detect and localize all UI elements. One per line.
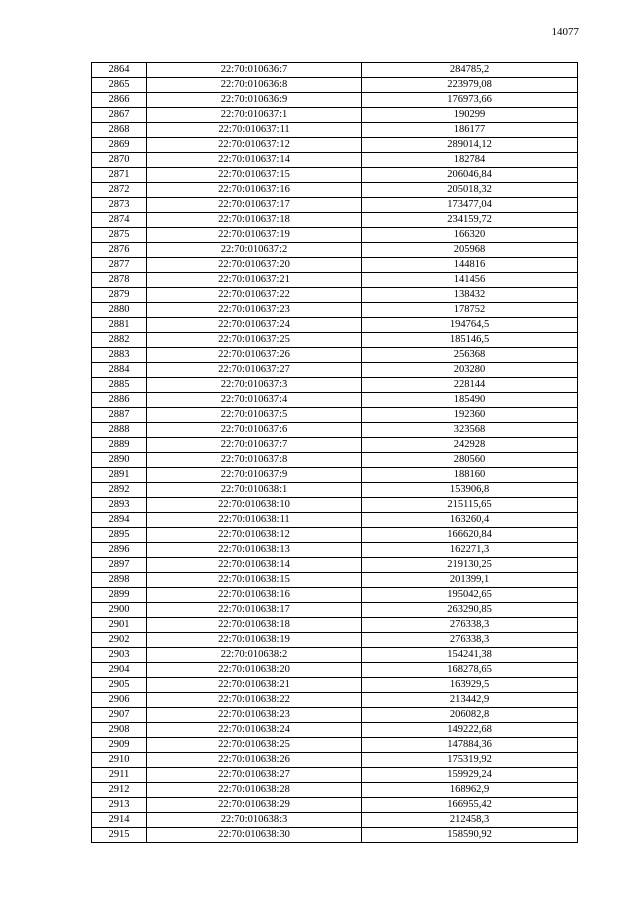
row-number-cell: 2891 bbox=[92, 468, 147, 483]
cadastral-number-cell: 22:70:010637:22 bbox=[147, 288, 362, 303]
row-number-cell: 2904 bbox=[92, 663, 147, 678]
table-row bbox=[92, 393, 578, 408]
table-row bbox=[92, 543, 578, 558]
cadastral-value-cell: 159929,24 bbox=[362, 768, 578, 783]
table-row bbox=[92, 768, 578, 783]
cadastral-number-cell: 22:70:010638:18 bbox=[147, 618, 362, 633]
row-number-cell: 2866 bbox=[92, 93, 147, 108]
row-number-cell: 2905 bbox=[92, 678, 147, 693]
cadastral-value-cell: 234159,72 bbox=[362, 213, 578, 228]
table-row bbox=[92, 423, 578, 438]
cadastral-number-cell: 22:70:010637:14 bbox=[147, 153, 362, 168]
cadastral-number-cell: 22:70:010637:19 bbox=[147, 228, 362, 243]
cadastral-value-cell: 206082,8 bbox=[362, 708, 578, 723]
table-row bbox=[92, 273, 578, 288]
table-row bbox=[92, 603, 578, 618]
row-number-cell: 2882 bbox=[92, 333, 147, 348]
row-number-cell: 2892 bbox=[92, 483, 147, 498]
table-row bbox=[92, 78, 578, 93]
table-row bbox=[92, 348, 578, 363]
row-number-cell: 2867 bbox=[92, 108, 147, 123]
cadastral-number-cell: 22:70:010638:30 bbox=[147, 828, 362, 843]
cadastral-number-cell: 22:70:010637:2 bbox=[147, 243, 362, 258]
cadastral-value-cell: 256368 bbox=[362, 348, 578, 363]
cadastral-value-cell: 168278,65 bbox=[362, 663, 578, 678]
cadastral-value-cell: 162271,3 bbox=[362, 543, 578, 558]
cadastral-number-cell: 22:70:010637:8 bbox=[147, 453, 362, 468]
table-row bbox=[92, 813, 578, 828]
cadastral-value-cell: 263290,85 bbox=[362, 603, 578, 618]
cadastral-number-cell: 22:70:010637:23 bbox=[147, 303, 362, 318]
cadastral-number-cell: 22:70:010638:29 bbox=[147, 798, 362, 813]
row-number-cell: 2864 bbox=[92, 63, 147, 78]
cadastral-value-cell: 223979,08 bbox=[362, 78, 578, 93]
table-row bbox=[92, 228, 578, 243]
cadastral-number-cell: 22:70:010638:2 bbox=[147, 648, 362, 663]
row-number-cell: 2868 bbox=[92, 123, 147, 138]
row-number-cell: 2865 bbox=[92, 78, 147, 93]
table-row bbox=[92, 573, 578, 588]
cadastral-value-cell: 194764,5 bbox=[362, 318, 578, 333]
table-row bbox=[92, 93, 578, 108]
row-number-cell: 2908 bbox=[92, 723, 147, 738]
cadastral-value-cell: 205018,32 bbox=[362, 183, 578, 198]
cadastral-value-cell: 219130,25 bbox=[362, 558, 578, 573]
cadastral-number-cell: 22:70:010637:24 bbox=[147, 318, 362, 333]
cadastral-number-cell: 22:70:010638:20 bbox=[147, 663, 362, 678]
cadastral-value-cell: 141456 bbox=[362, 273, 578, 288]
table-row bbox=[92, 648, 578, 663]
cadastral-number-cell: 22:70:010638:17 bbox=[147, 603, 362, 618]
cadastral-number-cell: 22:70:010638:21 bbox=[147, 678, 362, 693]
row-number-cell: 2903 bbox=[92, 648, 147, 663]
cadastral-value-cell: 163260,4 bbox=[362, 513, 578, 528]
row-number-cell: 2888 bbox=[92, 423, 147, 438]
cadastral-number-cell: 22:70:010637:7 bbox=[147, 438, 362, 453]
table-row bbox=[92, 318, 578, 333]
cadastral-number-cell: 22:70:010638:1 bbox=[147, 483, 362, 498]
row-number-cell: 2909 bbox=[92, 738, 147, 753]
cadastral-number-cell: 22:70:010638:11 bbox=[147, 513, 362, 528]
cadastral-number-cell: 22:70:010638:12 bbox=[147, 528, 362, 543]
row-number-cell: 2870 bbox=[92, 153, 147, 168]
cadastral-number-cell: 22:70:010637:15 bbox=[147, 168, 362, 183]
table-row bbox=[92, 303, 578, 318]
cadastral-value-cell: 163929,5 bbox=[362, 678, 578, 693]
cadastral-value-cell: 175319,92 bbox=[362, 753, 578, 768]
cadastral-number-cell: 22:70:010638:13 bbox=[147, 543, 362, 558]
cadastral-number-cell: 22:70:010637:21 bbox=[147, 273, 362, 288]
cadastral-number-cell: 22:70:010637:11 bbox=[147, 123, 362, 138]
table-row bbox=[92, 783, 578, 798]
table-row bbox=[92, 288, 578, 303]
table-row bbox=[92, 63, 578, 78]
cadastral-number-cell: 22:70:010638:14 bbox=[147, 558, 362, 573]
cadastral-value-cell: 188160 bbox=[362, 468, 578, 483]
table-row bbox=[92, 618, 578, 633]
row-number-cell: 2901 bbox=[92, 618, 147, 633]
cadastral-value-cell: 166955,42 bbox=[362, 798, 578, 813]
row-number-cell: 2915 bbox=[92, 828, 147, 843]
cadastral-value-cell: 242928 bbox=[362, 438, 578, 453]
cadastral-number-cell: 22:70:010638:3 bbox=[147, 813, 362, 828]
cadastral-number-cell: 22:70:010638:16 bbox=[147, 588, 362, 603]
cadastral-value-cell: 276338,3 bbox=[362, 633, 578, 648]
cadastral-number-cell: 22:70:010637:12 bbox=[147, 138, 362, 153]
row-number-cell: 2874 bbox=[92, 213, 147, 228]
cadastral-value-cell: 147884,36 bbox=[362, 738, 578, 753]
cadastral-number-cell: 22:70:010637:25 bbox=[147, 333, 362, 348]
row-number-cell: 2913 bbox=[92, 798, 147, 813]
cadastral-value-cell: 276338,3 bbox=[362, 618, 578, 633]
cadastral-value-cell: 215115,65 bbox=[362, 498, 578, 513]
cadastral-number-cell: 22:70:010636:9 bbox=[147, 93, 362, 108]
row-number-cell: 2879 bbox=[92, 288, 147, 303]
table-row bbox=[92, 213, 578, 228]
cadastral-value-cell: 178752 bbox=[362, 303, 578, 318]
cadastral-value-cell: 144816 bbox=[362, 258, 578, 273]
cadastral-value-cell: 185490 bbox=[362, 393, 578, 408]
row-number-cell: 2872 bbox=[92, 183, 147, 198]
row-number-cell: 2907 bbox=[92, 708, 147, 723]
row-number-cell: 2889 bbox=[92, 438, 147, 453]
cadastral-number-cell: 22:70:010638:23 bbox=[147, 708, 362, 723]
cadastral-number-cell: 22:70:010637:17 bbox=[147, 198, 362, 213]
cadastral-value-cell: 168962,9 bbox=[362, 783, 578, 798]
cadastral-number-cell: 22:70:010637:9 bbox=[147, 468, 362, 483]
cadastral-number-cell: 22:70:010638:27 bbox=[147, 768, 362, 783]
cadastral-value-cell: 166320 bbox=[362, 228, 578, 243]
row-number-cell: 2873 bbox=[92, 198, 147, 213]
table-row bbox=[92, 153, 578, 168]
cadastral-number-cell: 22:70:010636:7 bbox=[147, 63, 362, 78]
cadastral-value-cell: 212458,3 bbox=[362, 813, 578, 828]
table-row bbox=[92, 363, 578, 378]
cadastral-number-cell: 22:70:010637:20 bbox=[147, 258, 362, 273]
cadastral-number-cell: 22:70:010637:26 bbox=[147, 348, 362, 363]
table-row bbox=[92, 258, 578, 273]
table-row bbox=[92, 333, 578, 348]
cadastral-value-cell: 192360 bbox=[362, 408, 578, 423]
row-number-cell: 2878 bbox=[92, 273, 147, 288]
cadastral-number-cell: 22:70:010638:19 bbox=[147, 633, 362, 648]
row-number-cell: 2881 bbox=[92, 318, 147, 333]
row-number-cell: 2877 bbox=[92, 258, 147, 273]
table-row bbox=[92, 168, 578, 183]
row-number-cell: 2897 bbox=[92, 558, 147, 573]
cadastral-number-cell: 22:70:010637:18 bbox=[147, 213, 362, 228]
row-number-cell: 2895 bbox=[92, 528, 147, 543]
cadastral-value-cell: 158590,92 bbox=[362, 828, 578, 843]
table-body bbox=[92, 63, 578, 843]
table-row bbox=[92, 798, 578, 813]
table-row bbox=[92, 183, 578, 198]
cadastral-value-cell: 195042,65 bbox=[362, 588, 578, 603]
page-number: 14077 bbox=[551, 26, 579, 38]
row-number-cell: 2911 bbox=[92, 768, 147, 783]
table-row bbox=[92, 108, 578, 123]
row-number-cell: 2914 bbox=[92, 813, 147, 828]
table-row bbox=[92, 693, 578, 708]
cadastral-value-cell: 173477,04 bbox=[362, 198, 578, 213]
row-number-cell: 2875 bbox=[92, 228, 147, 243]
cadastral-value-table bbox=[91, 62, 578, 843]
cadastral-value-cell: 176973,66 bbox=[362, 93, 578, 108]
table-row bbox=[92, 498, 578, 513]
row-number-cell: 2883 bbox=[92, 348, 147, 363]
table-row bbox=[92, 513, 578, 528]
cadastral-number-cell: 22:70:010637:4 bbox=[147, 393, 362, 408]
table-row bbox=[92, 378, 578, 393]
table-row bbox=[92, 408, 578, 423]
row-number-cell: 2876 bbox=[92, 243, 147, 258]
cadastral-number-cell: 22:70:010638:22 bbox=[147, 693, 362, 708]
table-row bbox=[92, 123, 578, 138]
row-number-cell: 2910 bbox=[92, 753, 147, 768]
cadastral-number-cell: 22:70:010637:3 bbox=[147, 378, 362, 393]
cadastral-value-cell: 280560 bbox=[362, 453, 578, 468]
cadastral-number-cell: 22:70:010638:26 bbox=[147, 753, 362, 768]
cadastral-value-cell: 323568 bbox=[362, 423, 578, 438]
cadastral-value-cell: 182784 bbox=[362, 153, 578, 168]
row-number-cell: 2869 bbox=[92, 138, 147, 153]
table-row bbox=[92, 198, 578, 213]
cadastral-value-cell: 153906,8 bbox=[362, 483, 578, 498]
row-number-cell: 2880 bbox=[92, 303, 147, 318]
cadastral-value-cell: 149222,68 bbox=[362, 723, 578, 738]
row-number-cell: 2900 bbox=[92, 603, 147, 618]
row-number-cell: 2871 bbox=[92, 168, 147, 183]
table-row bbox=[92, 588, 578, 603]
cadastral-number-cell: 22:70:010637:1 bbox=[147, 108, 362, 123]
row-number-cell: 2906 bbox=[92, 693, 147, 708]
cadastral-number-cell: 22:70:010637:27 bbox=[147, 363, 362, 378]
table-row bbox=[92, 528, 578, 543]
row-number-cell: 2887 bbox=[92, 408, 147, 423]
cadastral-value-cell: 190299 bbox=[362, 108, 578, 123]
table-row bbox=[92, 243, 578, 258]
row-number-cell: 2902 bbox=[92, 633, 147, 648]
row-number-cell: 2898 bbox=[92, 573, 147, 588]
table-row bbox=[92, 453, 578, 468]
cadastral-number-cell: 22:70:010638:28 bbox=[147, 783, 362, 798]
cadastral-number-cell: 22:70:010636:8 bbox=[147, 78, 362, 93]
cadastral-number-cell: 22:70:010637:16 bbox=[147, 183, 362, 198]
cadastral-value-cell: 206046,84 bbox=[362, 168, 578, 183]
cadastral-value-cell: 138432 bbox=[362, 288, 578, 303]
table-row bbox=[92, 708, 578, 723]
table-row bbox=[92, 558, 578, 573]
table-row bbox=[92, 678, 578, 693]
cadastral-number-cell: 22:70:010638:24 bbox=[147, 723, 362, 738]
table-row bbox=[92, 633, 578, 648]
cadastral-value-cell: 201399,1 bbox=[362, 573, 578, 588]
cadastral-value-cell: 185146,5 bbox=[362, 333, 578, 348]
table-row bbox=[92, 738, 578, 753]
row-number-cell: 2886 bbox=[92, 393, 147, 408]
cadastral-value-cell: 205968 bbox=[362, 243, 578, 258]
row-number-cell: 2884 bbox=[92, 363, 147, 378]
cadastral-number-cell: 22:70:010637:6 bbox=[147, 423, 362, 438]
table-row bbox=[92, 438, 578, 453]
table-row bbox=[92, 483, 578, 498]
row-number-cell: 2885 bbox=[92, 378, 147, 393]
row-number-cell: 2894 bbox=[92, 513, 147, 528]
table-row bbox=[92, 723, 578, 738]
cadastral-value-cell: 228144 bbox=[362, 378, 578, 393]
cadastral-number-cell: 22:70:010638:25 bbox=[147, 738, 362, 753]
row-number-cell: 2896 bbox=[92, 543, 147, 558]
row-number-cell: 2893 bbox=[92, 498, 147, 513]
cadastral-value-cell: 203280 bbox=[362, 363, 578, 378]
cadastral-value-cell: 289014,12 bbox=[362, 138, 578, 153]
cadastral-number-cell: 22:70:010638:15 bbox=[147, 573, 362, 588]
cadastral-value-cell: 213442,9 bbox=[362, 693, 578, 708]
table-row bbox=[92, 663, 578, 678]
row-number-cell: 2899 bbox=[92, 588, 147, 603]
row-number-cell: 2890 bbox=[92, 453, 147, 468]
row-number-cell: 2912 bbox=[92, 783, 147, 798]
cadastral-value-cell: 166620,84 bbox=[362, 528, 578, 543]
table-row bbox=[92, 138, 578, 153]
table-row bbox=[92, 468, 578, 483]
cadastral-number-cell: 22:70:010638:10 bbox=[147, 498, 362, 513]
cadastral-value-cell: 186177 bbox=[362, 123, 578, 138]
table-row bbox=[92, 828, 578, 843]
cadastral-value-cell: 154241,38 bbox=[362, 648, 578, 663]
cadastral-value-cell: 284785,2 bbox=[362, 63, 578, 78]
cadastral-number-cell: 22:70:010637:5 bbox=[147, 408, 362, 423]
table-row bbox=[92, 753, 578, 768]
